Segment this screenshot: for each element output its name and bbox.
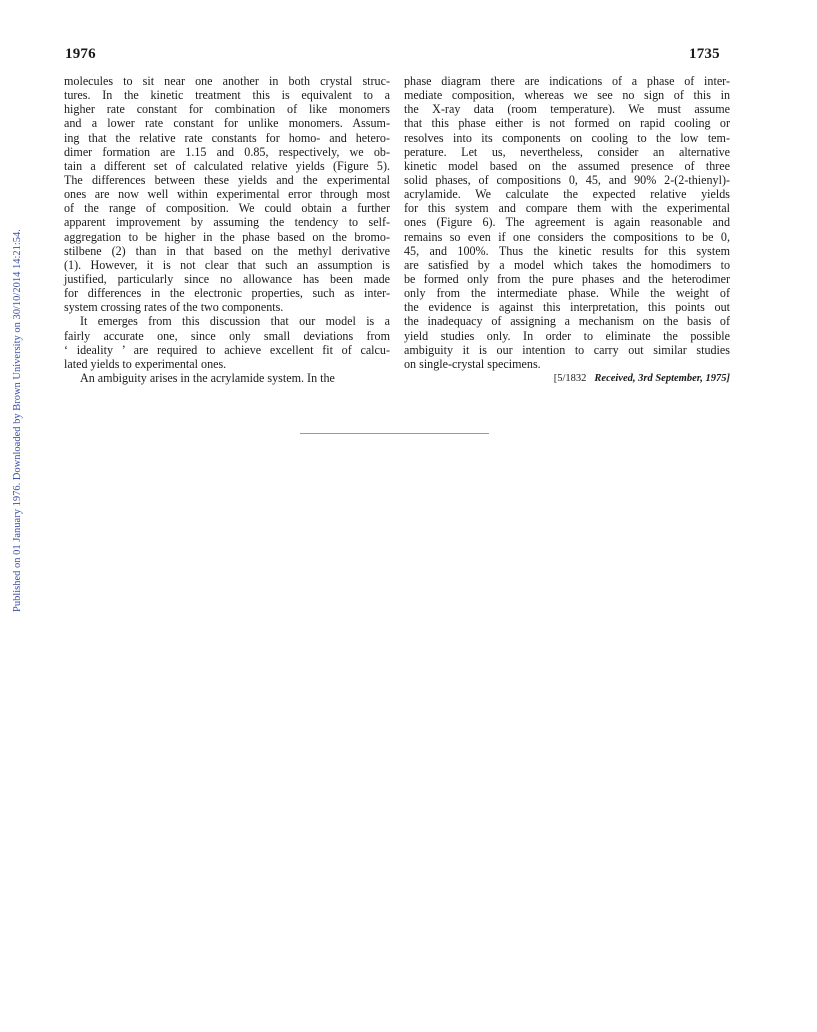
text-line: The differences between these yields and the experimental	[64, 172, 390, 187]
text-line: tures. In the kinetic treatment this is equivalent to a	[64, 88, 390, 103]
end-of-article-rule	[300, 433, 489, 434]
text-line: fairly accurate one, since only small deviations from	[64, 328, 390, 343]
text-line: lated yields to experimental ones.	[64, 356, 227, 371]
text-line: ing that the relative rate constants for homo- and hetero-	[64, 130, 390, 145]
text-line: are satisfied by a model which takes the homodimers to	[404, 257, 730, 272]
received-date-line	[404, 372, 730, 386]
text-line: perature. Let us, nevertheless, consider an alternative	[404, 144, 730, 159]
text-line: on single-crystal specimens.	[404, 356, 541, 371]
text-line: yield studies only. In order to eliminate the possible	[404, 328, 730, 343]
text-line: higher rate constant for combination of like monomers	[64, 102, 390, 117]
text-line: It emerges from this discussion that our model is a	[80, 314, 390, 329]
received-date: Received, 3rd September, 1975]	[594, 372, 730, 384]
text-line: ambiguity it is our intention to carry out similar studies	[404, 342, 730, 357]
text-line: phase diagram there are indications of a phase of inter-	[404, 74, 730, 88]
text-line: aggregation to be higher in the phase based on the bromo-	[64, 229, 390, 244]
text-line: dimer formation are 1.15 and 0.85, respectively, we ob-	[64, 144, 390, 159]
text-line: be formed only from the pure phases and the heterodimer	[404, 271, 730, 286]
text-line: only from the intermediate phase. While the weight of	[404, 286, 730, 301]
year-running-head: 1976	[65, 46, 96, 62]
text-line: mediate composition, whereas we see no sign of this in	[404, 88, 730, 103]
text-line: justified, particularly since no allowance has been made	[64, 271, 390, 286]
text-line: stilbene (2) than in that based on the methyl derivative	[64, 243, 390, 258]
text-line: remains so even if one considers the compositions to be 0,	[404, 229, 730, 244]
text-line: the evidence is against this interpretation, this points out	[404, 300, 730, 315]
text-line: resolves into its components on cooling to the low tem-	[404, 130, 730, 145]
text-line: that this phase either is not formed on rapid cooling or	[404, 116, 730, 131]
manuscript-reference: [5/1832	[553, 372, 587, 384]
download-notice: Published on 01 January 1976. Downloaded by Brown University on 30/10/2014 14:21:54.	[12, 229, 23, 612]
text-line: kinetic model based on the assumed presence of three	[404, 158, 730, 173]
text-line: 45, and 100%. Thus the kinetic results for this system	[404, 243, 730, 258]
page-number: 1735	[689, 46, 720, 62]
text-line: solid phases, of compositions 0, 45, and 90% 2-(2-thienyl)-	[404, 172, 730, 187]
text-line: (1). However, it is not clear that such an assumption is	[64, 257, 390, 272]
text-line: apparent improvement by assuming the tendency to self-	[64, 215, 390, 230]
text-line: An ambiguity arises in the acrylamide system. In the	[80, 370, 335, 385]
text-line: ones are now well within experimental error through most	[64, 187, 390, 202]
text-line: acrylamide. We calculate the expected relative yields	[404, 187, 730, 202]
left-text-column	[64, 74, 390, 385]
right-text-column	[404, 74, 730, 386]
text-line: of the range of composition. We could obtain a further	[64, 201, 390, 216]
text-line: ones (Figure 6). The agreement is again reasonable and	[404, 215, 730, 230]
text-line: and a lower rate constant for unlike monomers. Assum-	[64, 116, 390, 131]
text-line: tain a different set of calculated relative yields (Figure 5).	[64, 158, 390, 173]
text-line: for this system and compare them with the experimental	[404, 201, 730, 216]
text-line: system crossing rates of the two components.	[64, 300, 284, 315]
text-line: ‘ ideality ’ are required to achieve excellent fit of calcu-	[64, 342, 390, 357]
text-line: for differences in the electronic properties, such as inter-	[64, 286, 390, 301]
text-line: the inadequacy of assigning a mechanism on the basis of	[404, 314, 730, 329]
text-line: the X-ray data (room temperature). We must assume	[404, 102, 730, 117]
text-line: molecules to sit near one another in both crystal struc-	[64, 74, 390, 88]
